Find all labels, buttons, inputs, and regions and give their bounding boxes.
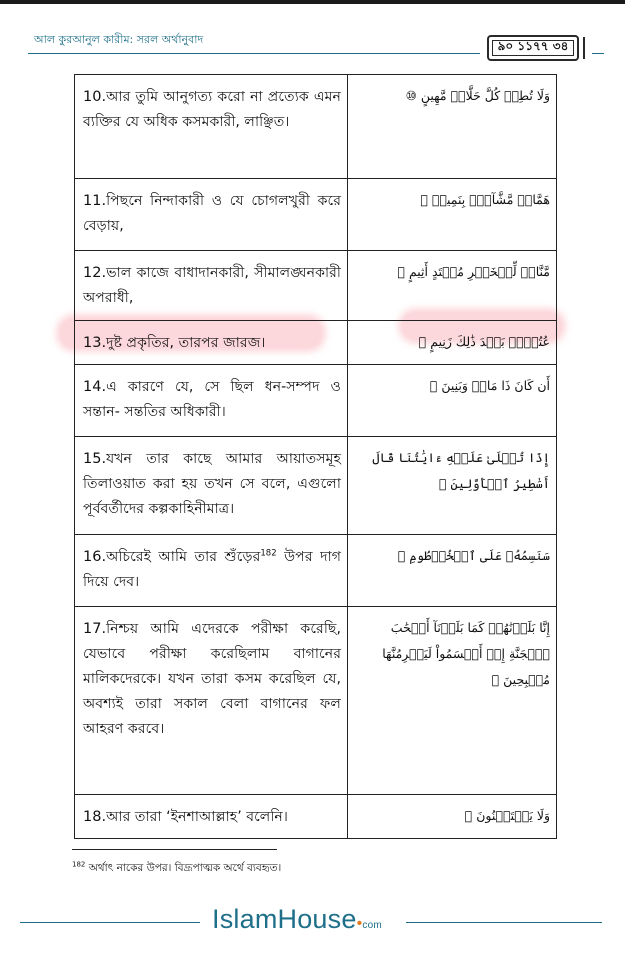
footer-line-right: [406, 922, 602, 923]
bengali-text: এ কারণে যে, সে ছিল ধন-সম্পদ ও সন্তান- সন্ততির অধিকারী।: [83, 379, 341, 420]
arabic-cell: [348, 795, 557, 839]
footnote-number: 182: [72, 860, 86, 869]
header-divider: [28, 53, 480, 54]
arabic-text: عُتُلِّۭ بَعۡدَ ذَٰلِكَ زَنِيمٍ ⑬: [418, 334, 550, 349]
arabic-cell: [348, 365, 557, 437]
bengali-text: পিছনে নিন্দাকারী ও যে চোগলখুরী করে বেড়ায়,: [83, 193, 341, 234]
verse-number: 11.: [83, 193, 107, 209]
bengali-text: দুষ্ট প্রকৃতির, তারপর জারজ।: [106, 335, 266, 351]
arabic-text: مَّنَّاعٖ لِّلۡخَيۡرِ مُعۡتَدٍ أَثِيمٍ ⑫: [397, 264, 550, 279]
verse-number: 16.: [83, 549, 107, 565]
verse-row: [75, 535, 557, 607]
verse-number: 17.: [83, 621, 107, 637]
bengali-cell: [75, 179, 348, 251]
arabic-cell: [348, 75, 557, 179]
bengali-text: উপর দাগ দিয়ে দেব।: [83, 549, 341, 590]
islamhouse-logo[interactable]: [212, 904, 382, 935]
arabic-text: سَنَسِمُهُۥ عَلَى ٱلۡخُرۡطُومِ ⑯: [397, 548, 550, 563]
top-rule: [0, 0, 625, 4]
verse-number: 10.: [83, 89, 107, 105]
verse-row: [75, 365, 557, 437]
arabic-cell: [348, 535, 557, 607]
logo-dot-icon: •: [356, 915, 363, 932]
verse-row: [75, 75, 557, 179]
logo-text: IslamHouse: [212, 904, 357, 934]
bengali-cell: [75, 535, 348, 607]
arabic-text: إِذَا تُتۡلَىٰ عَلَيۡهِ ءَايَٰتُنَا قَالَ أَسَٰطِيرُ ٱلۡأَوَّلِينَ ⑮: [372, 450, 550, 491]
arabic-text: وَلَا يَسۡتَثۡنُونَ ⑱: [464, 808, 550, 823]
verse-number: 18.: [83, 809, 107, 825]
footnote-marker[interactable]: 182: [260, 548, 277, 559]
footnote-divider: [72, 849, 277, 850]
verse-number: 15.: [83, 451, 107, 467]
page-number-box: [487, 35, 579, 61]
bengali-text: আর তুমি আনুগত্য করো না প্রত্যেক এমন ব্যক্তির যে অধিক কসমকারী, লাঞ্ছিত।: [83, 89, 341, 130]
footer-line-left: [20, 922, 200, 923]
verse-number: 12.: [83, 265, 107, 281]
bengali-cell: [75, 437, 348, 535]
arabic-cell: [348, 437, 557, 535]
arabic-text: هَمَّازٖ مَّشَّآءِۭ بِنَمِيمٖ ⑪: [420, 192, 550, 207]
verse-row: [75, 437, 557, 535]
verse-table: [74, 74, 557, 839]
arabic-cell: [348, 179, 557, 251]
verse-row: [75, 795, 557, 839]
bengali-cell: [75, 795, 348, 839]
arabic-cell: [348, 607, 557, 795]
footnote-text: অর্থাৎ নাকের উপর। বিদ্রূপাত্মক অর্থে ব্যবহৃত।: [85, 862, 282, 874]
arabic-cell: [348, 251, 557, 321]
verse-row: [75, 321, 557, 365]
verse-row: [75, 607, 557, 795]
bengali-cell: [75, 321, 348, 365]
bengali-text: অচিরেই আমি তার শুঁড়ের: [106, 549, 261, 565]
arabic-text: إِنَّا بَلَوۡنَٰهُمۡ كَمَا بَلَوۡنَآ أَصۡحَٰبَ ٱلۡجَنَّةِ إِذۡ أَقۡسَمُواْ لَيَصۡرِمُنَّهَا مُصۡبِحِينَ ⑰: [382, 620, 550, 687]
header-divider-end: [592, 53, 604, 54]
verse-number: 14.: [83, 379, 107, 395]
logo-com: com: [362, 920, 382, 931]
verse-row: [75, 251, 557, 321]
bengali-text: ভাল কাজে বাধাদানকারী, সীমালঙ্ঘনকারী অপরাধী,: [83, 265, 341, 306]
bengali-text: নিশ্চয় আমি এদেরকে পরীক্ষা করেছি, যেভাবে পরীক্ষা করেছিলাম বাগানের মালিকদেরকে। যখন তারা কসম করেছিল যে, অবশ্যই তারা সকাল বেলা বাগানের ফল আহরণ করবে।: [83, 621, 341, 737]
arabic-cell: [348, 321, 557, 365]
bengali-cell: [75, 75, 348, 179]
bengali-cell: [75, 251, 348, 321]
bengali-text: যখন তার কাছে আমার আয়াতসমূহ তিলাওয়াত করা হয় তখন সে বলে, এগুলো পূর্ববর্তীদের কল্পকাহিনীমাত্র।: [83, 451, 341, 517]
bengali-cell: [75, 607, 348, 795]
page-number-bar: [583, 37, 585, 59]
verse-row: [75, 179, 557, 251]
verse-number: 13.: [83, 335, 107, 351]
book-title: আল কুরআনুল কারীম: সরল অর্থানুবাদ: [34, 33, 204, 46]
arabic-text: أَن كَانَ ذَا مَالٖ وَبَنِينَ ⑭: [429, 378, 550, 393]
bengali-text: আর তারা ‘ইনশাআল্লাহ’ বলেনি।: [106, 809, 288, 825]
bengali-cell: [75, 365, 348, 437]
arabic-text: وَلَا تُطِعۡ كُلَّ حَلَّافٖ مَّهِينٍ ⑩: [405, 88, 550, 103]
footnote: [72, 861, 281, 878]
page-number: ৯০ ১১৭৭ ৩৪: [492, 40, 574, 56]
